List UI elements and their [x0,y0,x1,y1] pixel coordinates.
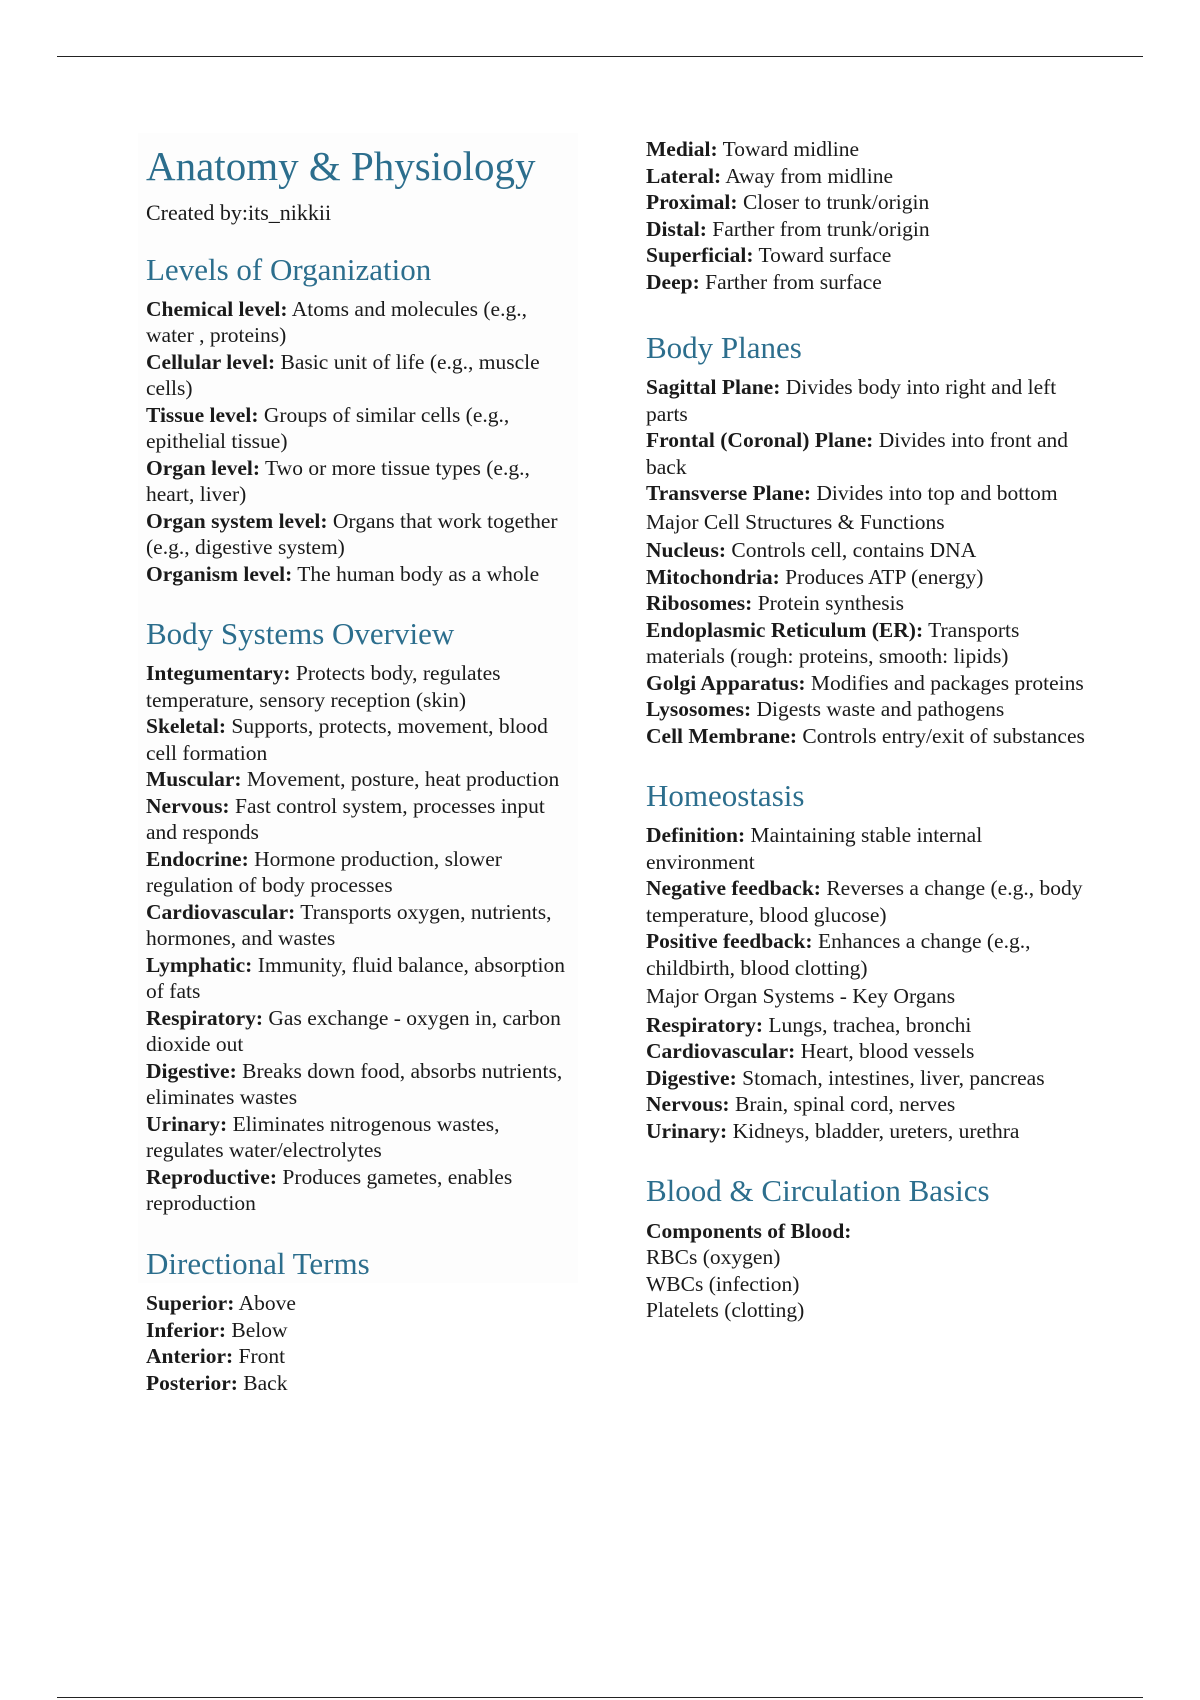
definition: Immunity, fluid balance, absorption of fats [146,952,566,1004]
term: Medial: [646,137,718,161]
list-item [646,136,1096,163]
list-item [646,875,1096,928]
term: Anterior: [146,1344,234,1369]
term: Posterior: [146,1370,238,1395]
definition: Controls entry/exit of substances [802,723,1085,748]
list-item [646,427,1096,480]
definition: Front [238,1344,286,1369]
list-item: WBCs (infection) [646,1271,800,1296]
list-item [646,1118,1096,1145]
list-item [646,242,1096,269]
definition: Divides body into right and left parts [646,375,1057,426]
definition: Fast control system, processes input and responds [146,793,545,845]
list-item [646,564,1096,591]
subheading-organ-systems: Major Organ Systems - Key Organs [646,984,956,1009]
list-item [146,1317,570,1344]
definition: Controls cell, contains DNA [731,538,977,563]
list-item [146,952,570,1005]
term: Lateral: [646,163,722,188]
list-item [146,1343,570,1370]
list-item [146,349,570,402]
definition: Toward surface [758,243,892,267]
term: Nervous: [646,1092,730,1117]
term: Nucleus: [646,538,727,563]
term: Chemical level: [146,296,288,321]
term: Frontal (Coronal) Plane: [646,428,874,453]
term: Ribosomes: [646,591,753,616]
term: Urinary: [646,1118,728,1143]
list-item [146,899,570,952]
term: Digestive: [146,1058,237,1083]
section-directional-terms [146,1245,570,1396]
document-title: Anatomy & Physiology [146,143,536,189]
list-item [146,1370,570,1397]
term: Inferior: [146,1317,226,1342]
list-item [646,1065,1096,1092]
list-item [646,1012,1096,1039]
definition: Below [231,1317,288,1342]
list-item [146,713,570,766]
list-item [646,216,1096,243]
list-item [646,269,1096,296]
list-item [146,561,570,588]
definition: Farther from trunk/origin [712,216,930,241]
term: Organ system level: [146,508,328,533]
list-item [146,660,570,713]
directional-terms-continued [646,136,1096,295]
term: Superficial: [646,243,754,267]
list-item [646,480,1096,507]
list-item [646,617,1096,670]
term: Transverse Plane: [646,481,811,506]
definition: Eliminates nitrogenous wastes, regulates water/electrolytes [146,1111,500,1163]
definition: Maintaining stable internal environment [646,823,983,874]
list-item: Platelets (clotting) [646,1298,805,1323]
list-item [646,163,1096,190]
definition: Reverses a change (e.g., body temperature, blood glucose) [646,876,1083,927]
definition: Two or more tissue types (e.g., heart, liver) [146,455,530,507]
definition: Protein synthesis [757,591,905,616]
section-blood-circulation [646,1172,1096,1323]
term: Cell Membrane: [646,723,798,748]
term: Deep: [646,269,700,294]
list-item [146,1290,570,1317]
section-title: Body Planes [646,330,802,365]
definition: Produces gametes, enables reproduction [146,1164,513,1216]
definition: Divides into top and bottom [816,481,1058,506]
list-item [646,928,1096,981]
list-item [646,1091,1096,1118]
definition: Away from midline [725,163,894,188]
term: Reproductive: [146,1164,277,1189]
definition: Stomach, intestines, liver, pancreas [742,1065,1045,1090]
list-item [646,723,1096,750]
bottom-rule [57,1697,1143,1698]
list-item [146,1164,570,1217]
right-column [646,136,1096,1352]
list-item [646,590,1096,617]
list-item [146,402,570,455]
definition: Transports materials (rough: proteins, smooth: lipids) [646,617,1020,669]
definition: Produces ATP (energy) [785,564,984,589]
list-item [146,1005,570,1058]
list-item [146,846,570,899]
term: Tissue level: [146,402,259,427]
term: Skeletal: [146,714,227,739]
term: Urinary: [146,1111,228,1136]
list-item [646,537,1096,564]
list-item [646,189,1096,216]
definition: The human body as a whole [297,561,540,586]
definition: Enhances a change (e.g., childbirth, blood clotting) [646,929,1031,980]
list-item [646,696,1096,723]
term: Cardiovascular: [146,899,296,924]
term: Respiratory: [646,1012,764,1037]
term: Golgi Apparatus: [646,670,806,695]
definition: Hormone production, slower regulation of body processes [146,846,502,898]
definition: Supports, protects, movement, blood cell formation [146,714,548,765]
definition: Closer to trunk/origin [742,190,930,214]
definition: Protects body, regulates temperature, sensory reception (skin) [146,661,501,712]
term: Cellular level: [146,349,276,374]
list-item [646,670,1096,697]
term: Negative feedback: [646,876,821,901]
list-item [146,455,570,508]
term: Lysosomes: [646,697,752,722]
definition: Organs that work together (e.g., digestive system) [146,508,558,560]
definition: Divides into front and back [646,428,1068,479]
section-homeostasis [646,777,1096,1144]
term: Endoplasmic Reticulum (ER): [646,617,924,642]
section-levels-of-organization [146,251,570,588]
section-title: Homeostasis [646,778,805,814]
term: Lymphatic: [146,952,253,977]
definition: Groups of similar cells (e.g., epithelial tissue) [146,402,510,454]
components-label: Components of Blood: [646,1218,852,1243]
term: Distal: [646,216,707,241]
term: Digestive: [646,1065,737,1090]
definition: Gas exchange - oxygen in, carbon dioxide out [146,1005,561,1057]
list-item [146,508,570,561]
list-item [146,793,570,846]
definition: Atoms and molecules (e.g., water , proteins) [146,296,527,348]
list-item [146,296,570,349]
term: Integumentary: [146,661,291,686]
definition: Heart, blood vessels [800,1039,975,1064]
definition: Kidneys, bladder, ureters, urethra [732,1118,1020,1143]
term: Cardiovascular: [646,1039,796,1064]
definition: Basic unit of life (e.g., muscle cells) [146,349,540,401]
list-item: RBCs (oxygen) [646,1245,781,1270]
left-column [138,133,578,1395]
definition: Modifies and packages proteins [810,670,1084,695]
term: Superior: [146,1291,235,1316]
definition: Farther from surface [705,269,882,294]
term: Definition: [646,823,746,848]
term: Respiratory: [146,1005,264,1030]
list-item [646,822,1096,875]
section-title: Blood & Circulation Basics [646,1173,990,1209]
term: Organ level: [146,455,261,480]
list-item [646,1038,1096,1065]
definition: Above [238,1291,296,1316]
definition: Brain, spinal cord, nerves [734,1092,956,1117]
definition: Toward midline [722,137,860,161]
byline: Created by:its_nikkii [146,200,332,226]
term: Positive feedback: [646,929,813,954]
definition: Digests waste and pathogens [756,697,1005,722]
section-title: Directional Terms [146,1245,370,1281]
section-body-planes [646,329,1096,749]
top-rule [57,56,1143,57]
definition: Movement, posture, heat production [246,767,560,792]
section-body-systems-overview [146,615,570,1217]
term: Endocrine: [146,846,249,871]
term: Proximal: [646,190,738,214]
term: Organism level: [146,561,293,586]
term: Muscular: [146,767,242,792]
section-title: Body Systems Overview [146,616,455,652]
term: Mitochondria: [646,564,780,589]
subheading-cell-structures: Major Cell Structures & Functions [646,509,945,534]
definition: Breaks down food, absorbs nutrients, eliminates wastes [146,1058,563,1110]
list-item [146,1111,570,1164]
section-title: Levels of Organization [146,251,432,287]
definition: Transports oxygen, nutrients, hormones, and wastes [146,899,552,951]
definition: Lungs, trachea, bronchi [768,1012,972,1037]
list-item [146,1058,570,1111]
definition: Back [243,1370,288,1395]
term: Nervous: [146,793,230,818]
list-item [646,1218,1096,1245]
list-item [146,766,570,793]
list-item [646,374,1096,427]
term: Sagittal Plane: [646,375,781,400]
